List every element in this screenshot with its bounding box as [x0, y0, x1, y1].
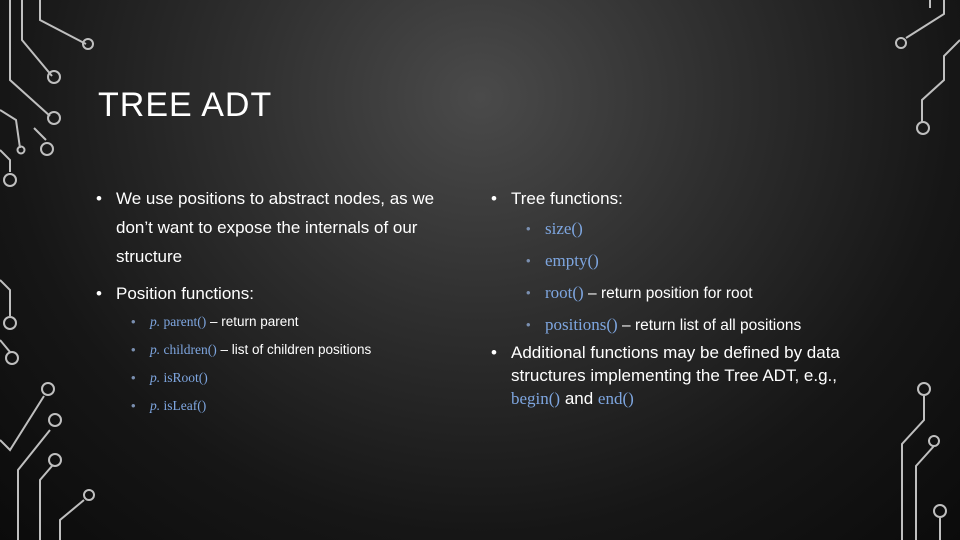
slide-title: TREE ADT	[98, 86, 273, 124]
bullet-text: Position functions:	[116, 284, 254, 303]
sub-bullet-dot: •	[131, 342, 136, 357]
code-function: root()	[545, 283, 584, 302]
sub-bullet-dot: •	[131, 370, 136, 385]
code-function: positions()	[545, 315, 618, 334]
sub-bullet-dot: •	[526, 253, 531, 268]
code-function: isRoot()	[160, 370, 208, 385]
bullet-text: Tree functions:	[511, 189, 623, 208]
sub-bullet-isleaf	[131, 392, 466, 420]
sub-bullet-dot: •	[526, 285, 531, 300]
code-prefix: p.	[150, 398, 161, 413]
bullet-positions-intro	[96, 184, 466, 271]
sub-bullet-parent	[131, 308, 466, 336]
bullet-text: We use positions to abstract nodes, as we don’t want to expose the internals of our structure	[116, 189, 435, 266]
sub-bullet-positions	[526, 309, 871, 341]
sub-bullet-text: – return list of all positions	[617, 317, 802, 334]
sub-bullet-text: – return parent	[206, 314, 299, 329]
left-column	[96, 184, 466, 420]
sub-bullet-empty	[526, 245, 871, 277]
code-begin: begin()	[511, 389, 561, 408]
code-function: empty()	[545, 251, 599, 270]
bullet-dot: •	[491, 189, 497, 208]
sub-bullet-dot: •	[526, 317, 531, 332]
code-prefix: p.	[150, 342, 161, 357]
sub-bullet-dot: •	[131, 398, 136, 413]
bullet-dot: •	[96, 189, 102, 208]
bullet-text-and: and	[560, 389, 598, 408]
code-function: parent()	[160, 314, 207, 329]
code-function: size()	[545, 219, 583, 238]
sub-bullet-isroot	[131, 364, 466, 392]
sub-bullet-text: – return position for root	[583, 285, 753, 302]
bullet-tree-functions	[491, 184, 871, 213]
bullet-dot: •	[491, 343, 497, 362]
sub-bullet-dot: •	[526, 221, 531, 236]
code-prefix: p.	[150, 314, 161, 329]
code-function: children()	[160, 342, 217, 357]
sub-bullet-size	[526, 213, 871, 245]
code-function: isLeaf()	[160, 398, 207, 413]
sub-bullet-dot: •	[131, 314, 136, 329]
bullet-position-functions	[96, 279, 466, 308]
code-prefix: p.	[150, 370, 161, 385]
bullet-text: Additional functions may be defined by data structures implementing the Tree ADT, e.g.,	[511, 343, 840, 385]
sub-bullet-root	[526, 277, 871, 309]
bullet-additional-functions	[491, 341, 871, 410]
right-column	[491, 184, 871, 410]
sub-bullet-text: – list of children positions	[216, 342, 372, 357]
code-end: end()	[597, 389, 634, 408]
sub-bullet-children	[131, 336, 466, 364]
bullet-dot: •	[96, 284, 102, 303]
